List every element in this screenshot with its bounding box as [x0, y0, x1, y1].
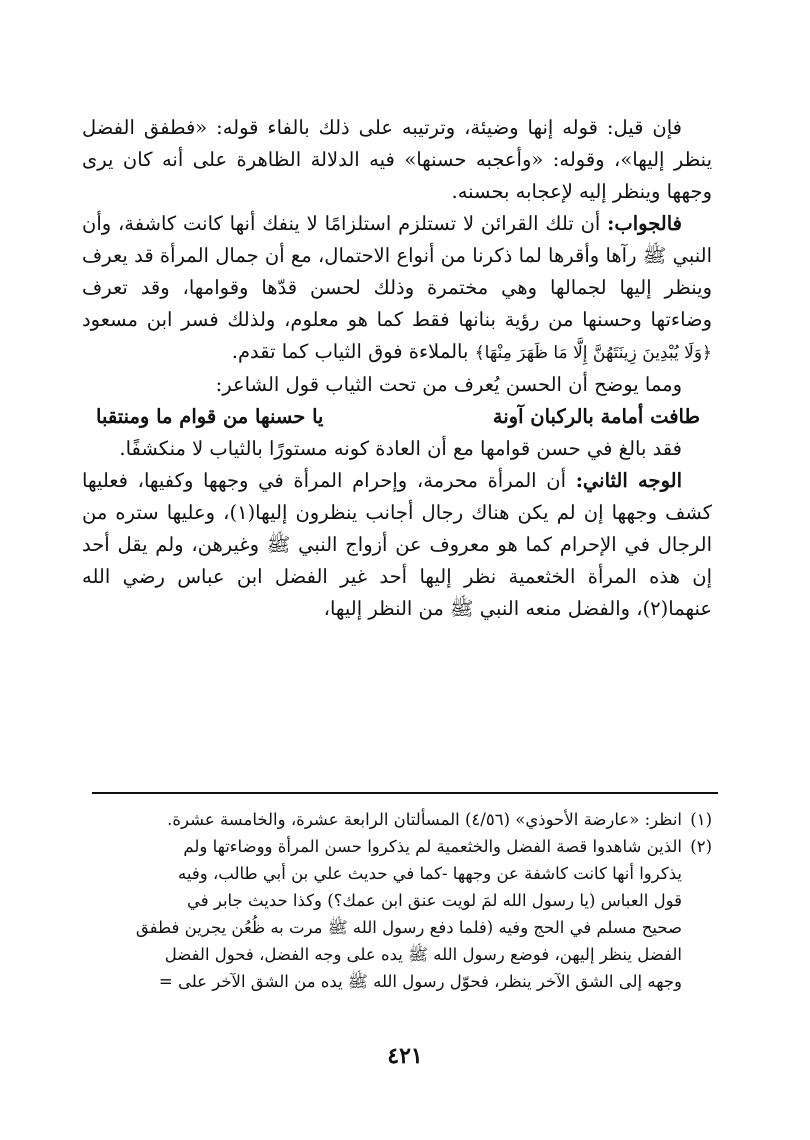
footnotes	[82, 806, 712, 995]
paragraph-objection: فإن قيل: قوله إنها وضيئة، وترتيبه على ذلك بالفاء قوله: «فطفق الفضل ينظر إليها»، وقوله: «وأعجبه حسنها» فيه الدلالة الظاهرة على أنه كان يرى وجهها وينظر إليه لإعجابه بحسنه.	[82, 116, 712, 203]
second-aspect-lead: الوجه الثاني:	[575, 469, 682, 492]
page-number: ٤٢١	[387, 1043, 423, 1069]
footnote-line: انظر: «عارضة الأحوذي» (٤/٥٦) المسألتان الرابعة عشرة، والخامسة عشرة.	[167, 810, 682, 829]
main-text	[82, 112, 712, 625]
answer-lead: فالجواب:	[607, 212, 682, 235]
footnote-line: يذكروا أنها كانت كاشفة عن وجهها -كما في حديث علي بن أبي طالب، وفيه	[178, 864, 682, 883]
footnote	[82, 833, 712, 995]
footnote-line: الذين شاهدوا قصة الفضل والخثعمية لم يذكروا حسن المرأة ووضاءتها ولم	[183, 837, 682, 856]
verse-first-hemistich: طافت أمامة بالركبان آونة	[492, 405, 700, 428]
answer-tail: بالملاءة فوق الثياب كما تقدم.	[231, 340, 469, 363]
footnote-line: وجهه إلى الشق الآخر ينظر، فحوّل رسول الله ﷺ يده من الشق الآخر على =	[158, 972, 682, 991]
poetry-verse	[82, 401, 712, 433]
paragraph-commentary: فقد بالغ في حسن قوامها مع أن العادة كونه مستورًا بالثياب لا منكشفًا.	[119, 437, 682, 460]
verse-second-hemistich: يا حسنها من قوام ما ومنتقبا	[96, 405, 324, 428]
paragraph-second-aspect	[82, 465, 712, 625]
footnote-line: الفضل ينظر إليهن، فوضع رسول الله ﷺ يده على وجه الفضل، فحول الفضل	[164, 945, 682, 964]
paragraph-answer	[82, 208, 712, 369]
answer-text: أن تلك القرائن لا تستلزم استلزامًا لا ينفك أنها كانت كاشفة، وأن النبي ﷺ رآها وأقرها لما ذكرنا من أنواع الاحتمال، مع أن جمال المرأة قد يعرف وينظر إليها لجمالها وهي مختمرة وذلك لحسن قدّها وقوامها، وقد تعرف وضاءتها وحسنها من رؤية بنانها فقط كما هو معلوم، ولذلك فسر ابن مسعود	[82, 212, 712, 331]
footnote-line: صحيح مسلم في الحج وفيه (فلما دفع رسول الله ﷺ مرت به ظُعُن يجرين فطفق	[135, 918, 682, 937]
footnote-line: قول العباس (يا رسول الله لمَ لويت عنق ابن عمك؟) وكذا حديث جابر في	[186, 891, 682, 910]
second-aspect-text: أن المرأة محرمة، وإحرام المرأة في وجهها وكفيها، فعليها كشف وجهها إن لم يكن هناك رجال أجانب ينظرون إليها(١)، وعليها ستره من الرجال في الإحرام كما هو معروف عن أزواج النبي ﷺ وغيرهن، ولم يقل أحد إن هذه المرأة الخثعمية نظر إليها أحد غير الفضل ابن عباس رضي الله عنهما(٢)، والفضل منعه النبي ﷺ من النظر إليها،	[82, 469, 712, 620]
quran-verse: ﴿وَلَا يُبْدِينَ زِينَتَهُنَّ إِلَّا مَا ظَهَرَ مِنْهَا﴾	[474, 343, 712, 363]
footnote-number: (١)	[690, 810, 712, 829]
paragraph-poet-intro: ومما يوضح أن الحسن يُعرف من تحت الثياب قول الشاعر:	[215, 373, 682, 396]
footnote-number: (٢)	[690, 837, 712, 856]
footnote-separator	[92, 792, 718, 794]
footnote	[82, 806, 712, 833]
